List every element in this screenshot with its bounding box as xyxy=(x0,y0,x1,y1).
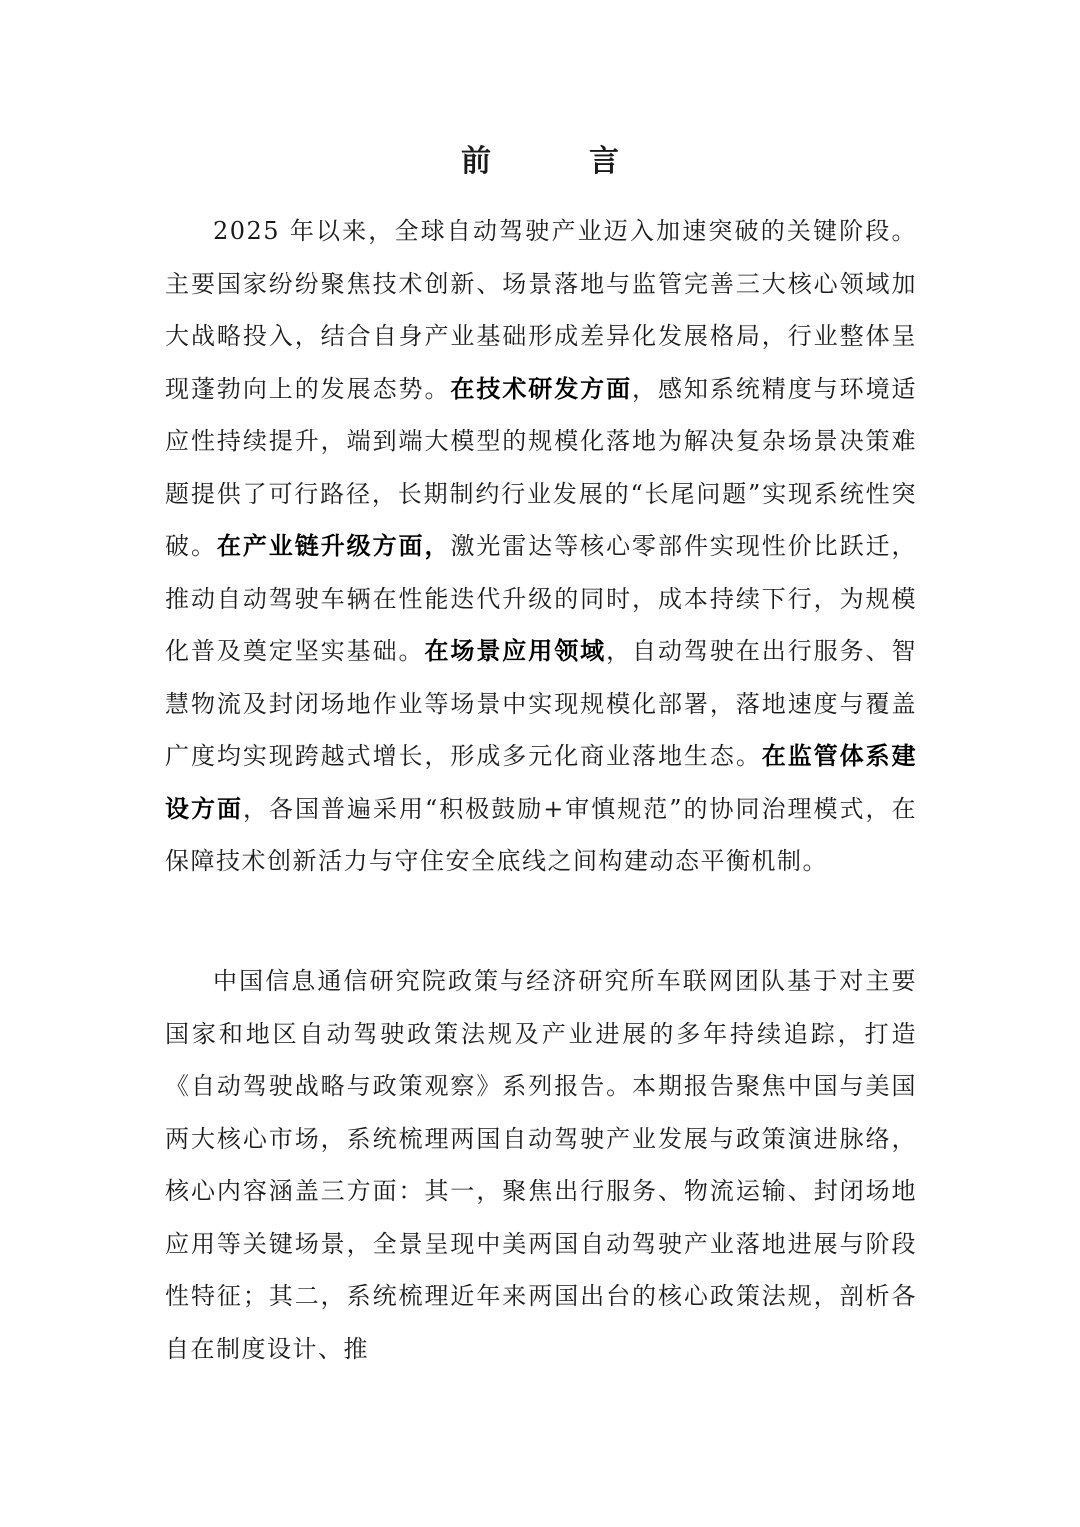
paragraph-text: 2025 年以来，全球自动驾驶产业迈入加速突破的关键阶段。主要国家纷纷聚焦技术创新、场景落地与监管完善三大核心领域加大战略投入，结合自身产业基础形成差异化发展格局，行业整体呈现蓬勃向上的发展态势。 xyxy=(165,217,917,403)
paragraph-text: ，感知系统精度与环境适应性持续提升，端到端大模型的规模化落地为解决复杂场景决策难题提供了可行路径，长期制约行业发展的“长尾问题”实现系统性突破。 xyxy=(165,374,918,560)
preface-paragraph-2: 中国信息通信研究院政策与经济研究所车联网团队基于对主要国家和地区自动驾驶政策法规及产业进展的多年持续追踪，打造《自动驾驶战略与政策观察》系列报告。本期报告聚焦中国与美国两大核心市场，系统梳理两国自动驾驶产业发展与政策演进脉络，核心内容涵盖三方面：其一，聚焦出行服务、物流运输、封闭场地应用等关键场景，全景呈现中美两国自动驾驶产业落地进展与阶段性特征；其二，系统梳理近年来两国出台的核心政策法规，剖析各自在制度设计、推 xyxy=(165,967,917,1363)
bold-heading-scenario-application: 在场景应用领域 xyxy=(424,637,607,665)
bold-heading-industry-chain: 在产业链升级方面， xyxy=(216,532,451,560)
paragraph-text: ，自动驾驶在出行服务、智慧物流及封闭场地作业等场景中实现规模化部署，落地速度与覆盖广度均实现跨越式增长，形成多元化商业落地生态。 xyxy=(165,637,918,770)
preface-paragraph-1 xyxy=(165,205,917,888)
paragraph-text: ，各国普遍采用“积极鼓励+审慎规范”的协同治理模式，在保障技术创新活力与守住安全底线之间构建动态平衡机制。 xyxy=(165,794,917,875)
paragraph-text: 激光雷达等核心零部件实现性价比跃迁，推动自动驾驶车辆在性能迭代升级的同时，成本持续下行，为规模化普及奠定坚实基础。 xyxy=(165,532,918,665)
page-title: 前 言 xyxy=(461,144,653,179)
bold-heading-tech-rd: 在技术研发方面 xyxy=(450,374,633,403)
bold-heading-regulatory-system: 在监管体系建设方面 xyxy=(165,742,918,823)
